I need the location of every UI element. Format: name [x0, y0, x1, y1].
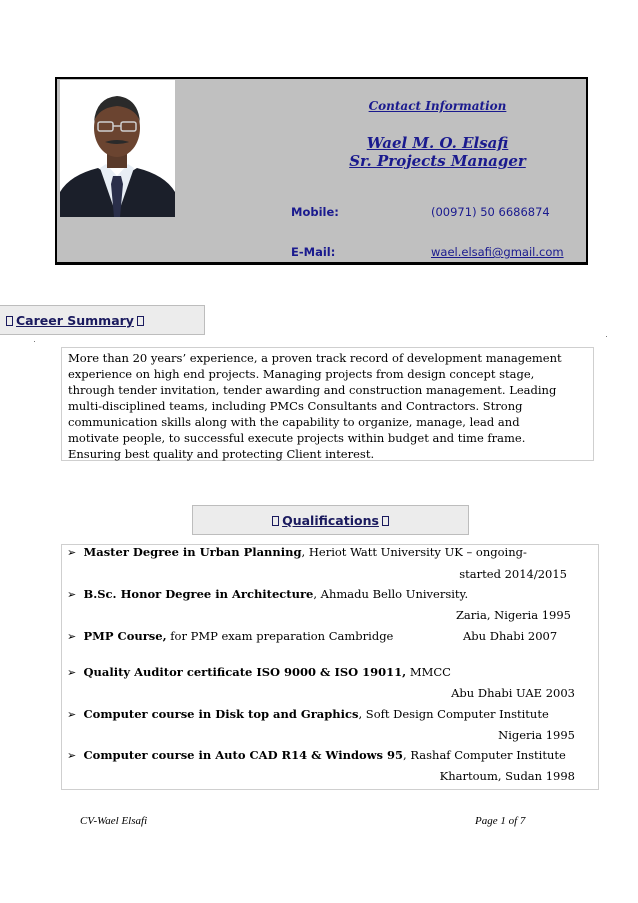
qualification-detail: for PMP exam preparation Cambridge: [166, 629, 394, 643]
qualification-title: Master Degree in Urban Planning: [83, 545, 302, 559]
arrow-bullet-icon: ➢: [67, 666, 77, 679]
mobile-label: Mobile:: [291, 205, 339, 219]
qualification-detail: , Soft Design Computer Institute: [358, 707, 549, 721]
arrow-bullet-icon: ➢: [67, 546, 77, 559]
qualification-location: Khartoum, Sudan 1998: [439, 769, 575, 783]
footer-document-name: CV-Wael Elsafi: [80, 815, 148, 827]
box-glyph-icon: [137, 316, 144, 326]
list-item: [67, 748, 566, 762]
contact-information-title: Contact Information: [368, 99, 507, 113]
career-summary-label: Career Summary: [16, 313, 134, 328]
qualification-location: Zaria, Nigeria 1995: [455, 608, 571, 622]
qualification-detail: , Heriot Watt University UK – ongoing-: [301, 545, 527, 559]
job-title: Sr. Projects Manager: [349, 152, 526, 170]
list-item: [67, 665, 451, 679]
person-name: Wael M. O. Elsafi: [366, 134, 509, 152]
qualification-location: started 2014/2015: [459, 567, 567, 581]
portrait-image: [60, 80, 175, 217]
profile-photo: [60, 80, 175, 217]
divider-dot: [606, 336, 607, 337]
qualification-location: Abu Dhabi UAE 2003: [451, 686, 575, 700]
footer-page-number: Page 1 of 7: [475, 815, 526, 827]
qualification-detail: MMCC: [406, 665, 451, 679]
list-item: [67, 587, 468, 601]
qualification-title: PMP Course,: [83, 629, 167, 643]
qualification-location: Abu Dhabi 2007: [463, 629, 558, 643]
box-glyph-icon: [272, 516, 279, 526]
arrow-bullet-icon: ➢: [67, 749, 77, 762]
qualifications-heading: [192, 505, 469, 535]
qualification-title: Computer course in Disk top and Graphics: [83, 707, 359, 721]
qualification-title: B.Sc. Honor Degree in Architecture: [83, 587, 314, 601]
summary-line: motivate people, to successful execute projects within budget and time frame.: [68, 431, 526, 445]
list-item: [67, 545, 527, 559]
qualification-title: Computer course in Auto CAD R14 & Windows 95: [83, 748, 404, 762]
summary-line: through tender invitation, tender awarding and construction management. Leading: [68, 383, 557, 397]
qualification-location: Nigeria 1995: [498, 728, 575, 742]
summary-line: communication skills along with the capability to organize, manage, lead and: [68, 415, 520, 429]
summary-line: More than 20 years’ experience, a proven track record of development management: [68, 351, 562, 365]
email-label: E-Mail:: [291, 245, 336, 259]
list-item: [67, 707, 549, 721]
summary-line: Ensuring best quality and protecting Client interest.: [68, 447, 375, 461]
summary-line: multi-disciplined teams, including PMCs Consultants and Contractors. Strong: [68, 399, 523, 413]
divider-dot: [34, 341, 35, 342]
career-summary-heading: [0, 305, 205, 335]
qualification-title: Quality Auditor certificate ISO 9000 & ISO 19011,: [83, 665, 407, 679]
arrow-bullet-icon: ➢: [67, 588, 77, 601]
qualification-detail: , Ahmadu Bello University.: [313, 587, 469, 601]
qualifications-label: Qualifications: [282, 513, 379, 528]
career-summary-text: [61, 347, 594, 461]
arrow-bullet-icon: ➢: [67, 630, 77, 643]
summary-line: experience on high end projects. Managing projects from design concept stage,: [68, 367, 535, 381]
list-item: [67, 629, 393, 643]
arrow-bullet-icon: ➢: [67, 708, 77, 721]
mobile-value: (00971) 50 6686874: [431, 205, 550, 219]
box-glyph-icon: [6, 316, 13, 326]
email-link[interactable]: wael.elsafi@gmail.com: [431, 245, 564, 259]
qualification-detail: , Rashaf Computer Institute: [403, 748, 566, 762]
box-glyph-icon: [382, 516, 389, 526]
